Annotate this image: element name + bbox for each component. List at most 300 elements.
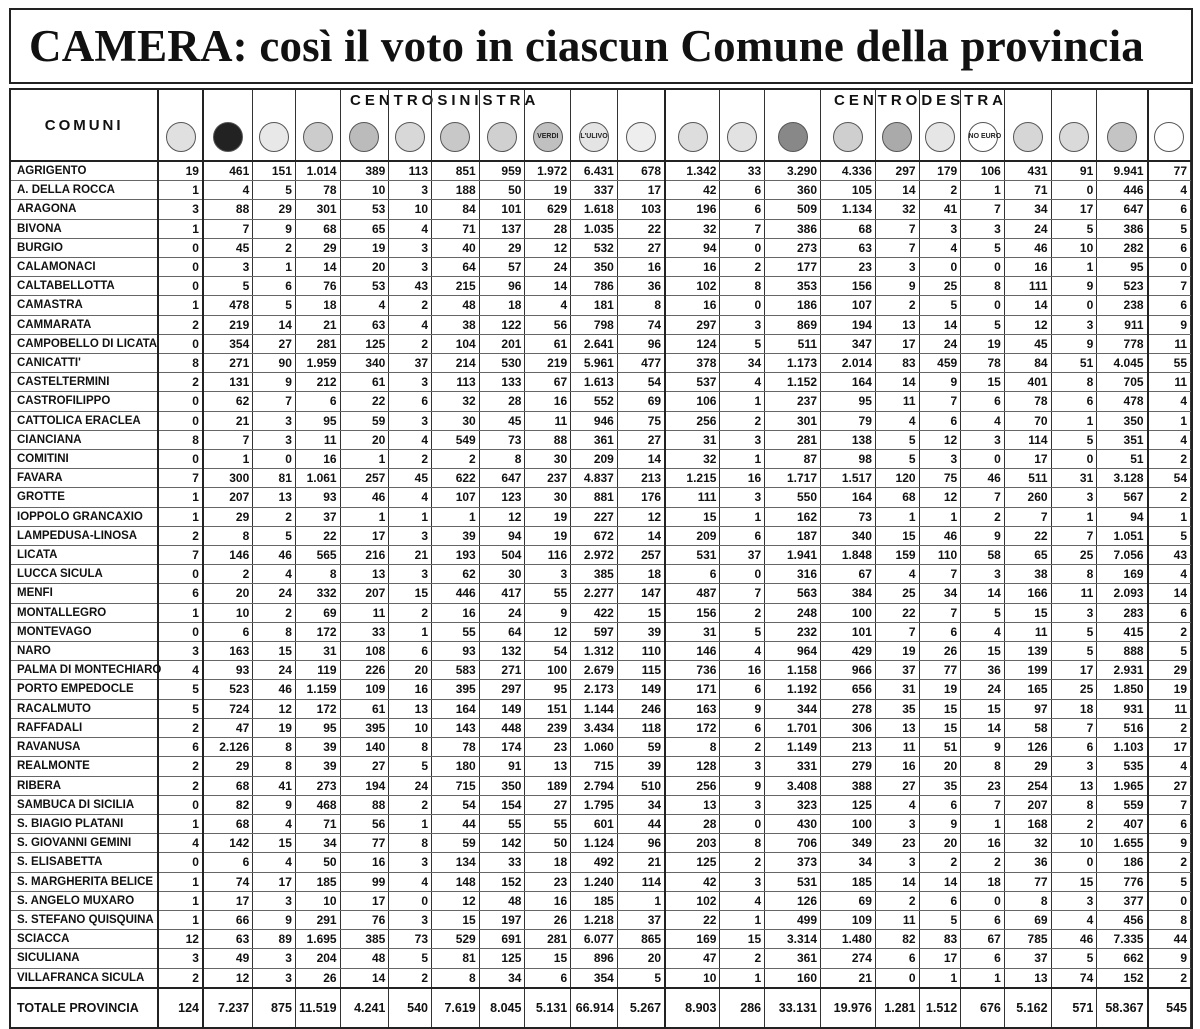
- vote-cell: 213: [821, 738, 876, 757]
- vote-cell: 3: [720, 488, 765, 507]
- vote-cell: 65: [1004, 546, 1051, 565]
- vote-cell: 11: [875, 910, 919, 929]
- vote-cell: 3.314: [765, 930, 821, 949]
- vote-cell: 3: [253, 949, 296, 968]
- vote-cell: 6: [961, 910, 1005, 929]
- party-column-header: [617, 90, 665, 161]
- table-row: [11, 834, 1191, 853]
- vote-cell: 281: [295, 334, 340, 353]
- vote-cell: 16: [525, 392, 571, 411]
- vote-cell: 1: [919, 968, 961, 988]
- vote-cell: 7: [203, 430, 253, 449]
- vote-cell: 2: [432, 450, 480, 469]
- vote-cell: 9: [253, 219, 296, 238]
- total-cell: 66.914: [571, 988, 618, 1027]
- vote-cell: 349: [821, 834, 876, 853]
- comune-name: FAVARA: [11, 469, 158, 488]
- vote-cell: 6: [1148, 296, 1191, 315]
- vote-cell: 18: [1051, 699, 1097, 718]
- vote-cell: 6: [1148, 238, 1191, 257]
- vote-cell: 7: [961, 795, 1005, 814]
- vote-cell: 38: [432, 315, 480, 334]
- vote-cell: 29: [203, 757, 253, 776]
- vote-cell: 34: [617, 795, 665, 814]
- vote-cell: 297: [875, 161, 919, 181]
- vote-cell: 27: [617, 430, 665, 449]
- party-logo-text: L'ULIVO: [580, 133, 608, 140]
- table-row: [11, 296, 1191, 315]
- vote-cell: 254: [1004, 776, 1051, 795]
- vote-cell: 8: [389, 834, 432, 853]
- vote-cell: 16: [525, 891, 571, 910]
- vote-cell: 29: [1148, 661, 1191, 680]
- vote-cell: 361: [571, 430, 618, 449]
- vote-cell: 213: [617, 469, 665, 488]
- party-column-header: [432, 90, 480, 161]
- party-column-header: [295, 90, 340, 161]
- vote-cell: 18: [961, 872, 1005, 891]
- vote-cell: 2: [389, 334, 432, 353]
- vote-cell: 0: [961, 258, 1005, 277]
- vote-cell: 6: [961, 392, 1005, 411]
- comune-name: LUCCA SICULA: [11, 565, 158, 584]
- vote-cell: 166: [1004, 584, 1051, 603]
- vote-cell: 2: [1051, 814, 1097, 833]
- vote-cell: 1.159: [295, 680, 340, 699]
- vote-cell: 88: [340, 795, 389, 814]
- vote-cell: 148: [432, 872, 480, 891]
- vote-cell: 7: [203, 219, 253, 238]
- party-column-header: [389, 90, 432, 161]
- vote-cell: 301: [295, 200, 340, 219]
- vote-cell: 171: [665, 680, 720, 699]
- comune-name: CALTABELLOTTA: [11, 277, 158, 296]
- vote-cell: 51: [1097, 450, 1148, 469]
- table-row: [11, 469, 1191, 488]
- vote-cell: 55: [525, 814, 571, 833]
- vote-cell: 1: [158, 910, 203, 929]
- vote-cell: 964: [765, 642, 821, 661]
- vote-cell: 487: [665, 584, 720, 603]
- vote-cell: 140: [340, 738, 389, 757]
- vote-cell: 164: [821, 373, 876, 392]
- vote-cell: 3: [389, 373, 432, 392]
- vote-cell: 1.103: [1097, 738, 1148, 757]
- vote-cell: 4: [1051, 910, 1097, 929]
- vote-cell: 705: [1097, 373, 1148, 392]
- vote-cell: 15: [961, 373, 1005, 392]
- vote-cell: 5: [875, 450, 919, 469]
- vote-cell: 46: [1051, 930, 1097, 949]
- vote-cell: 260: [1004, 488, 1051, 507]
- vote-cell: 1: [617, 891, 665, 910]
- vote-cell: 3: [1051, 603, 1097, 622]
- vote-cell: 6: [1148, 200, 1191, 219]
- party-column-header: [720, 90, 765, 161]
- vote-cell: 34: [720, 354, 765, 373]
- vote-cell: 42: [665, 872, 720, 891]
- vote-cell: 24: [389, 776, 432, 795]
- vote-cell: 46: [1004, 238, 1051, 257]
- vote-cell: 1: [158, 891, 203, 910]
- vote-cell: 2: [720, 853, 765, 872]
- total-cell: 124: [158, 988, 203, 1027]
- vote-cell: 31: [665, 430, 720, 449]
- vote-cell: 1: [1148, 507, 1191, 526]
- table-row: [11, 200, 1191, 219]
- vote-cell: 492: [571, 853, 618, 872]
- vote-cell: 9: [253, 373, 296, 392]
- vote-cell: 622: [432, 469, 480, 488]
- vote-cell: 395: [340, 718, 389, 737]
- vote-cell: 3: [875, 853, 919, 872]
- vote-cell: 22: [340, 392, 389, 411]
- vote-cell: 2: [253, 238, 296, 257]
- vote-cell: 54: [617, 373, 665, 392]
- vote-cell: 1.060: [571, 738, 618, 757]
- table-row: [11, 392, 1191, 411]
- vote-cell: 332: [295, 584, 340, 603]
- comune-name: NARO: [11, 642, 158, 661]
- vote-cell: 11: [1148, 699, 1191, 718]
- vote-cell: 77: [919, 661, 961, 680]
- vote-cell: 14: [1004, 296, 1051, 315]
- vote-cell: 1: [203, 450, 253, 469]
- vote-cell: 69: [617, 392, 665, 411]
- vote-cell: 55: [525, 584, 571, 603]
- vote-cell: 203: [665, 834, 720, 853]
- vote-cell: 16: [665, 296, 720, 315]
- vote-cell: 45: [203, 238, 253, 257]
- vote-cell: 271: [203, 354, 253, 373]
- vote-cell: 2: [389, 450, 432, 469]
- vote-cell: 126: [1004, 738, 1051, 757]
- vote-cell: 26: [525, 910, 571, 929]
- vote-cell: 4: [720, 891, 765, 910]
- vote-cell: 5: [1148, 526, 1191, 545]
- vote-cell: 17: [617, 181, 665, 200]
- party-logo-text: VERDI: [537, 133, 559, 140]
- vote-cell: 8: [617, 296, 665, 315]
- vote-cell: 12: [525, 238, 571, 257]
- vote-cell: 8: [158, 354, 203, 373]
- vote-cell: 565: [295, 546, 340, 565]
- vote-cell: 14: [340, 968, 389, 988]
- vote-cell: 446: [1097, 181, 1148, 200]
- vote-cell: 83: [919, 930, 961, 949]
- party-column-header: [1148, 90, 1191, 161]
- vote-cell: 4: [253, 565, 296, 584]
- total-label: TOTALE PROVINCIA: [11, 988, 158, 1027]
- party-logo-icon-13: [727, 122, 757, 152]
- party-column-header: [1004, 90, 1051, 161]
- comune-name: S. BIAGIO PLATANI: [11, 814, 158, 833]
- vote-cell: 337: [571, 181, 618, 200]
- vote-cell: 4: [961, 622, 1005, 641]
- vote-cell: 197: [479, 910, 525, 929]
- vote-cell: 116: [525, 546, 571, 565]
- vote-cell: 1.152: [765, 373, 821, 392]
- vote-cell: 1: [158, 814, 203, 833]
- vote-cell: 499: [765, 910, 821, 929]
- vote-cell: 350: [571, 258, 618, 277]
- vote-cell: 1.848: [821, 546, 876, 565]
- vote-cell: 13: [1051, 776, 1097, 795]
- vote-cell: 163: [203, 642, 253, 661]
- vote-cell: 54: [1148, 469, 1191, 488]
- vote-cell: 8: [665, 738, 720, 757]
- party-logo-icon-12: [678, 122, 708, 152]
- total-cell: 7.237: [203, 988, 253, 1027]
- vote-cell: 7: [1148, 795, 1191, 814]
- vote-cell: 5: [617, 968, 665, 988]
- vote-cell: 15: [919, 718, 961, 737]
- vote-cell: 169: [1097, 565, 1148, 584]
- vote-cell: 98: [821, 450, 876, 469]
- vote-cell: 6: [720, 181, 765, 200]
- vote-cell: 4.837: [571, 469, 618, 488]
- vote-cell: 3: [525, 565, 571, 584]
- vote-cell: 2: [1148, 853, 1191, 872]
- party-column-header: [765, 90, 821, 161]
- vote-cell: 39: [432, 526, 480, 545]
- vote-cell: 282: [1097, 238, 1148, 257]
- vote-cell: 347: [821, 334, 876, 353]
- table-row: [11, 565, 1191, 584]
- vote-cell: 67: [525, 373, 571, 392]
- party-logo-icon-15: [833, 122, 863, 152]
- vote-cell: 71: [295, 814, 340, 833]
- vote-cell: 142: [479, 834, 525, 853]
- vote-cell: 21: [617, 853, 665, 872]
- vote-cell: 118: [617, 718, 665, 737]
- comune-name: ARAGONA: [11, 200, 158, 219]
- vote-cell: 1.972: [525, 161, 571, 181]
- vote-cell: 109: [821, 910, 876, 929]
- vote-cell: 6: [720, 718, 765, 737]
- vote-cell: 46: [340, 488, 389, 507]
- vote-cell: 16: [389, 680, 432, 699]
- vote-cell: 8: [432, 968, 480, 988]
- vote-cell: 9: [1148, 949, 1191, 968]
- vote-cell: 5: [158, 699, 203, 718]
- vote-cell: 12: [617, 507, 665, 526]
- total-cell: 4.241: [340, 988, 389, 1027]
- vote-cell: 91: [1051, 161, 1097, 181]
- vote-cell: 15: [525, 949, 571, 968]
- vote-cell: 39: [295, 738, 340, 757]
- comune-name: RAVANUSA: [11, 738, 158, 757]
- vote-cell: 7: [1148, 277, 1191, 296]
- vote-cell: 14: [875, 373, 919, 392]
- vote-cell: 76: [295, 277, 340, 296]
- vote-cell: 11: [1004, 622, 1051, 641]
- vote-cell: 95: [525, 680, 571, 699]
- table-row: [11, 795, 1191, 814]
- vote-cell: 56: [525, 315, 571, 334]
- vote-cell: 16: [961, 834, 1005, 853]
- vote-cell: 6: [158, 738, 203, 757]
- vote-cell: 32: [665, 219, 720, 238]
- vote-cell: 583: [432, 661, 480, 680]
- vote-cell: 64: [479, 622, 525, 641]
- vote-cell: 10: [203, 603, 253, 622]
- vote-cell: 149: [479, 699, 525, 718]
- vote-cell: 99: [340, 872, 389, 891]
- vote-cell: 8: [479, 450, 525, 469]
- vote-cell: 196: [665, 200, 720, 219]
- vote-cell: 156: [821, 277, 876, 296]
- vote-cell: 185: [571, 891, 618, 910]
- vote-cell: 3.408: [765, 776, 821, 795]
- table-row: [11, 181, 1191, 200]
- total-cell: 571: [1051, 988, 1097, 1027]
- vote-cell: 35: [875, 699, 919, 718]
- vote-cell: 49: [203, 949, 253, 968]
- vote-cell: 38: [1004, 565, 1051, 584]
- vote-cell: 74: [617, 315, 665, 334]
- table-row: [11, 661, 1191, 680]
- vote-cell: 107: [432, 488, 480, 507]
- vote-cell: 189: [525, 776, 571, 795]
- vote-cell: 2.014: [821, 354, 876, 373]
- party-logo-icon-3: [259, 122, 289, 152]
- vote-cell: 6.077: [571, 930, 618, 949]
- vote-cell: 4: [389, 488, 432, 507]
- vote-cell: 9: [525, 603, 571, 622]
- vote-cell: 7: [158, 469, 203, 488]
- vote-cell: 271: [479, 661, 525, 680]
- vote-cell: 8: [1051, 565, 1097, 584]
- vote-cell: 1.701: [765, 718, 821, 737]
- vote-cell: 63: [203, 930, 253, 949]
- vote-cell: 238: [1097, 296, 1148, 315]
- vote-cell: 12: [432, 891, 480, 910]
- vote-cell: 16: [720, 469, 765, 488]
- vote-cell: 15: [665, 507, 720, 526]
- vote-cell: 2: [389, 968, 432, 988]
- table-row: [11, 968, 1191, 988]
- party-column-header: [253, 90, 296, 161]
- vote-cell: 69: [295, 603, 340, 622]
- vote-cell: 2: [1148, 622, 1191, 641]
- vote-cell: 16: [340, 853, 389, 872]
- vote-cell: 69: [821, 891, 876, 910]
- vote-cell: 46: [253, 680, 296, 699]
- vote-cell: 2: [720, 603, 765, 622]
- vote-cell: 256: [665, 411, 720, 430]
- vote-cell: 12: [919, 488, 961, 507]
- vote-cell: 63: [340, 315, 389, 334]
- vote-cell: 16: [665, 258, 720, 277]
- vote-cell: 17: [919, 949, 961, 968]
- comune-name: RACALMUTO: [11, 699, 158, 718]
- vote-cell: 1.035: [571, 219, 618, 238]
- vote-cell: 17: [1004, 450, 1051, 469]
- comune-name: MONTEVAGO: [11, 622, 158, 641]
- total-cell: 33.131: [765, 988, 821, 1027]
- vote-cell: 15: [720, 930, 765, 949]
- vote-cell: 3: [720, 757, 765, 776]
- vote-cell: 1: [158, 296, 203, 315]
- vote-cell: 19: [961, 334, 1005, 353]
- table-row: [11, 910, 1191, 929]
- vote-cell: 1.795: [571, 795, 618, 814]
- vote-cell: 37: [389, 354, 432, 373]
- table-row: [11, 853, 1191, 872]
- table-row: [11, 450, 1191, 469]
- vote-cell: 9: [875, 277, 919, 296]
- comune-name: A. DELLA ROCCA: [11, 181, 158, 200]
- comune-name: CATTOLICA ERACLEA: [11, 411, 158, 430]
- vote-cell: 174: [479, 738, 525, 757]
- vote-cell: 96: [617, 834, 665, 853]
- vote-cell: 36: [617, 277, 665, 296]
- vote-cell: 531: [765, 872, 821, 891]
- vote-cell: 90: [253, 354, 296, 373]
- vote-cell: 34: [919, 584, 961, 603]
- comuni-header: COMUNI: [11, 90, 158, 161]
- total-cell: 5.131: [525, 988, 571, 1027]
- vote-cell: 4: [1148, 181, 1191, 200]
- vote-cell: 181: [571, 296, 618, 315]
- vote-cell: 59: [432, 834, 480, 853]
- vote-cell: 13: [525, 757, 571, 776]
- vote-cell: 3: [158, 949, 203, 968]
- vote-cell: 160: [765, 968, 821, 988]
- vote-cell: 3: [720, 872, 765, 891]
- vote-cell: 8: [720, 277, 765, 296]
- vote-cell: 291: [295, 910, 340, 929]
- vote-cell: 11: [1148, 373, 1191, 392]
- vote-cell: 188: [432, 181, 480, 200]
- vote-cell: 6: [919, 795, 961, 814]
- table-row: [11, 814, 1191, 833]
- vote-cell: 530: [479, 354, 525, 373]
- party-column-header: [571, 90, 618, 161]
- vote-cell: 7: [919, 392, 961, 411]
- comune-name: CAMMARATA: [11, 315, 158, 334]
- vote-cell: 15: [389, 584, 432, 603]
- vote-cell: 279: [821, 757, 876, 776]
- vote-cell: 3: [253, 411, 296, 430]
- vote-cell: 516: [1097, 718, 1148, 737]
- vote-cell: 931: [1097, 699, 1148, 718]
- vote-cell: 8: [158, 430, 203, 449]
- vote-cell: 26: [295, 968, 340, 988]
- vote-cell: 44: [432, 814, 480, 833]
- vote-cell: 123: [479, 488, 525, 507]
- vote-cell: 6: [919, 891, 961, 910]
- vote-cell: 33: [720, 161, 765, 181]
- vote-cell: 3: [919, 450, 961, 469]
- vote-cell: 25: [1051, 680, 1097, 699]
- vote-cell: 23: [821, 258, 876, 277]
- vote-cell: 41: [253, 776, 296, 795]
- results-table: [11, 90, 1191, 1027]
- vote-cell: 48: [340, 949, 389, 968]
- vote-cell: 3: [389, 565, 432, 584]
- vote-cell: 3: [389, 853, 432, 872]
- vote-cell: 20: [203, 584, 253, 603]
- vote-cell: 1.051: [1097, 526, 1148, 545]
- comune-name: RIBERA: [11, 776, 158, 795]
- table-row: [11, 872, 1191, 891]
- vote-cell: 97: [1004, 699, 1051, 718]
- vote-cell: 13: [875, 315, 919, 334]
- vote-cell: 53: [340, 200, 389, 219]
- vote-cell: 461: [203, 161, 253, 181]
